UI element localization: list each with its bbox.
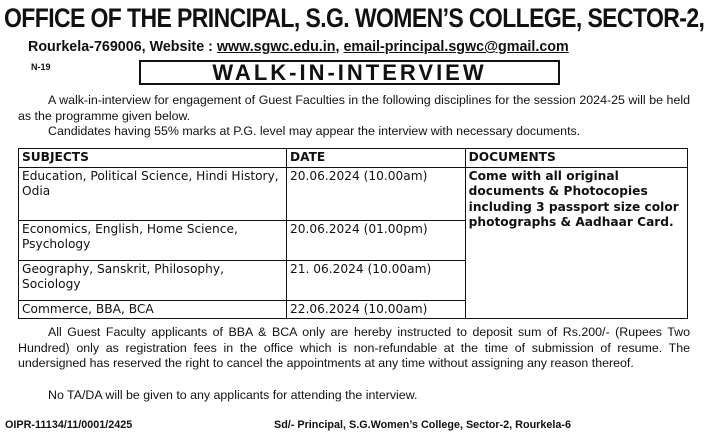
website-link[interactable]: www.sgwc.edu.in bbox=[216, 39, 336, 55]
date-cell: 20.06.2024 (01.00pm) bbox=[287, 220, 466, 260]
email-link[interactable]: email-principal.sgwc@gmail.com bbox=[343, 39, 569, 55]
address-text: Rourkela-769006, Website : bbox=[28, 39, 217, 55]
subjects-cell: Geography, Sanskrit, Philosophy, Sociology bbox=[19, 260, 287, 300]
walk-in-interview-banner: WALK-IN-INTERVIEW bbox=[139, 60, 560, 85]
header-date: DATE bbox=[287, 149, 466, 168]
date-cell: 20.06.2024 (10.00am) bbox=[287, 167, 466, 220]
oipr-number: OIPR-11134/11/0001/2425 bbox=[5, 419, 133, 431]
subjects-cell: Education, Political Science, Hindi History, Odia bbox=[19, 167, 287, 220]
subjects-cell: Commerce, BBA, BCA bbox=[19, 300, 287, 319]
header-subjects: SUBJECTS bbox=[19, 149, 287, 168]
header-documents: DOCUMENTS bbox=[465, 149, 687, 168]
fees-paragraph: All Guest Faculty applicants of BBA & BCA only are hereby instructed to deposit sum of Rs.200/- (Rupees Two Hundred) only as registration fees in the office which is non-refundable at the time of submission of resume. The undersigned has reserved the right to cancel the appointments at any time without assigning any reason thereof. bbox=[18, 325, 690, 370]
documents-cell: Come with all original documents & Photocopies including 3 passport size color photographs & Aadhaar Card. bbox=[465, 167, 687, 319]
table-row bbox=[19, 167, 688, 220]
table-header-row bbox=[19, 149, 688, 168]
subjects-cell: Economics, English, Home Science, Psychology bbox=[19, 220, 287, 260]
office-title: OFFICE OF THE PRINCIPAL, S.G. WOMEN’S COLLEGE, SECTOR-2, bbox=[4, 2, 705, 33]
address-separator: , bbox=[335, 39, 344, 55]
reference-number: N-19 bbox=[31, 62, 51, 72]
schedule-table bbox=[18, 148, 688, 319]
date-cell: 22.06.2024 (10.00am) bbox=[287, 300, 466, 319]
principal-signature: Sd/- Principal, S.G.Women’s College, Sector-2, Rourkela-6 bbox=[274, 419, 571, 431]
date-cell: 21. 06.2024 (10.00am) bbox=[287, 260, 466, 300]
address-line bbox=[28, 39, 708, 55]
intro-paragraph: A walk-in-interview for engagement of Guest Faculties in the following disciplines for the session 2024-25 will be held as the programme given below. bbox=[18, 93, 690, 123]
eligibility-paragraph: Candidates having 55% marks at P.G. level may appear the interview with necessary documents. bbox=[48, 124, 581, 138]
tada-paragraph: No TA/DA will be given to any applicants for attending the interview. bbox=[48, 388, 418, 402]
